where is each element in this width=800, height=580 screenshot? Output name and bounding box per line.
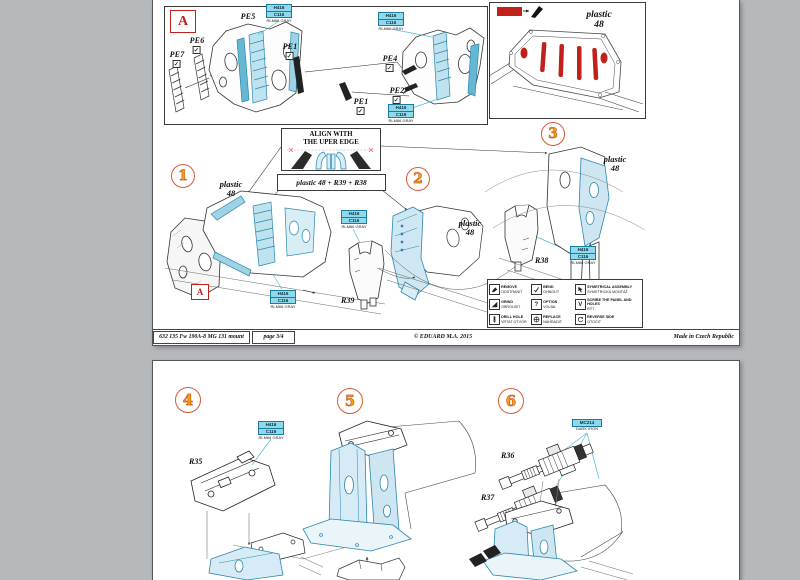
r36-part-label: R36 [501, 451, 515, 460]
pe1-label-left: PE1 [283, 42, 298, 60]
bend-icon [531, 284, 542, 295]
pe-assembly-box [164, 6, 488, 125]
reverse-side-icon [575, 314, 586, 325]
legend-item-reverse: REVERSE SIDE OTOČIT [575, 312, 641, 327]
step-5-number: 5 [337, 388, 363, 414]
cursor-icon [575, 284, 586, 295]
r35-part-label: R35 [189, 457, 203, 466]
section-marker-a-small: A [191, 284, 209, 300]
paint-code-box: H416 C116 [258, 421, 284, 435]
paint-code-box: MC214 [572, 419, 602, 427]
knife-icon [489, 284, 500, 295]
step-4-number: 4 [175, 387, 201, 413]
align-note-line1: ALIGN WITH [309, 131, 353, 138]
step-2-number: 2 [406, 167, 430, 191]
legend-item-scribe: V SCRIBE THE PANEL AND HOLES RÝT [575, 297, 641, 312]
bend-chip-icon [357, 107, 365, 115]
step-3-number: 3 [541, 122, 565, 146]
paint-callout: H416 C116 RLM66 GRAY [266, 5, 292, 23]
pe2-label: PE2 [390, 86, 405, 104]
bend-chip-icon [386, 64, 394, 72]
bend-chip-icon [193, 46, 201, 54]
legend-item-drill: DRILL HOLE VRTAT OTVOR [489, 312, 531, 327]
red-marking-swatch [497, 7, 522, 16]
step-6-number: 6 [498, 388, 524, 414]
step2-plastic-label: plastic 48 [458, 218, 482, 237]
step5-drawing [299, 421, 476, 580]
footer-made-in: Made in Czech Republic [673, 334, 734, 340]
r38-part-label: R38 [535, 256, 549, 265]
footer-separator [153, 329, 739, 330]
paint-callout: H416 C116 RLM66 GRAY [378, 13, 404, 31]
replace-icon [531, 314, 542, 325]
pe6-label: PE6 [190, 36, 205, 54]
pe4-label: PE4 [383, 54, 398, 72]
pe1-label-right: PE1 [354, 97, 369, 115]
step1-plastic-label: plastic 48 [219, 179, 243, 198]
bend-chip-icon [173, 60, 181, 68]
footer-kit-number: 632 135 Fw 190A-8 MG 131 mount [153, 331, 250, 344]
align-note-box [281, 128, 381, 171]
symbols-legend [487, 279, 643, 328]
r39-part-label: R39 [341, 296, 355, 305]
inset-plastic-label: plastic 48 [586, 10, 612, 30]
paint-code-box: H416 C116 [341, 210, 367, 224]
gun-metal-callout: MC214 DARK IRON [563, 419, 611, 432]
bend-chip-icon [393, 96, 401, 104]
pe7-label: PE7 [170, 50, 185, 68]
paint-code-box: H416 C116 [388, 104, 414, 118]
bend-chip-icon [286, 52, 294, 60]
paint-code-box: H416 C116 [266, 4, 292, 18]
pe5-label: PE5 [240, 12, 256, 21]
legend-item-option: ? OPTION VOLBA [531, 297, 575, 312]
step6-drawing [469, 433, 633, 580]
footer-copyright: © EDUARD M.A. 2015 [413, 334, 473, 340]
option-icon: ? [531, 299, 542, 310]
align-note-line2: THE UPER EDGE [303, 139, 359, 146]
scribe-icon: V [575, 299, 586, 310]
footer-page-number: page 3/4 [252, 331, 295, 344]
paint-code-box: H416 C116 [270, 290, 296, 304]
legend-item-bend: BEND OHNOUT [531, 282, 575, 297]
step3-plastic-label: plastic 48 [603, 154, 627, 173]
paint-callout: H416 C116 RLM66 GRAY [270, 291, 296, 309]
paint-callout: H416 C116 RLM66 GRAY [388, 105, 414, 123]
legend-item-remove: REMOVE ODSTRANIT [489, 282, 531, 297]
paint-callout: H416 C116 RLM66 GRAY [570, 247, 596, 265]
grind-icon [489, 299, 500, 310]
paint-code-box: H416 C116 [570, 246, 596, 260]
step-1-number: 1 [171, 164, 195, 188]
r37-part-label: R37 [481, 493, 495, 502]
paint-callout: H416 C116 RLM66 GRAY [341, 211, 367, 229]
instruction-page-2 [152, 360, 740, 580]
legend-item-grind: GRIND OBROUSIT [489, 297, 531, 312]
legend-item-symmetrical: SYMETRICAL ASSEMBLY SYMETRICKÁ MONTÁŽ [575, 282, 641, 297]
paint-callout: H416 C116 RLM66 GRAY [258, 422, 284, 440]
drill-icon [489, 314, 500, 325]
section-marker-a: A [170, 10, 196, 33]
legend-item-replace: REPLACE NAHRADIT [531, 312, 575, 327]
paint-code-box: H416 C116 [378, 12, 404, 26]
assembly-combo-label: plastic 48 + R39 + R38 [277, 174, 386, 191]
instruction-page-1 [152, 0, 740, 346]
page2-line-art [153, 361, 739, 580]
